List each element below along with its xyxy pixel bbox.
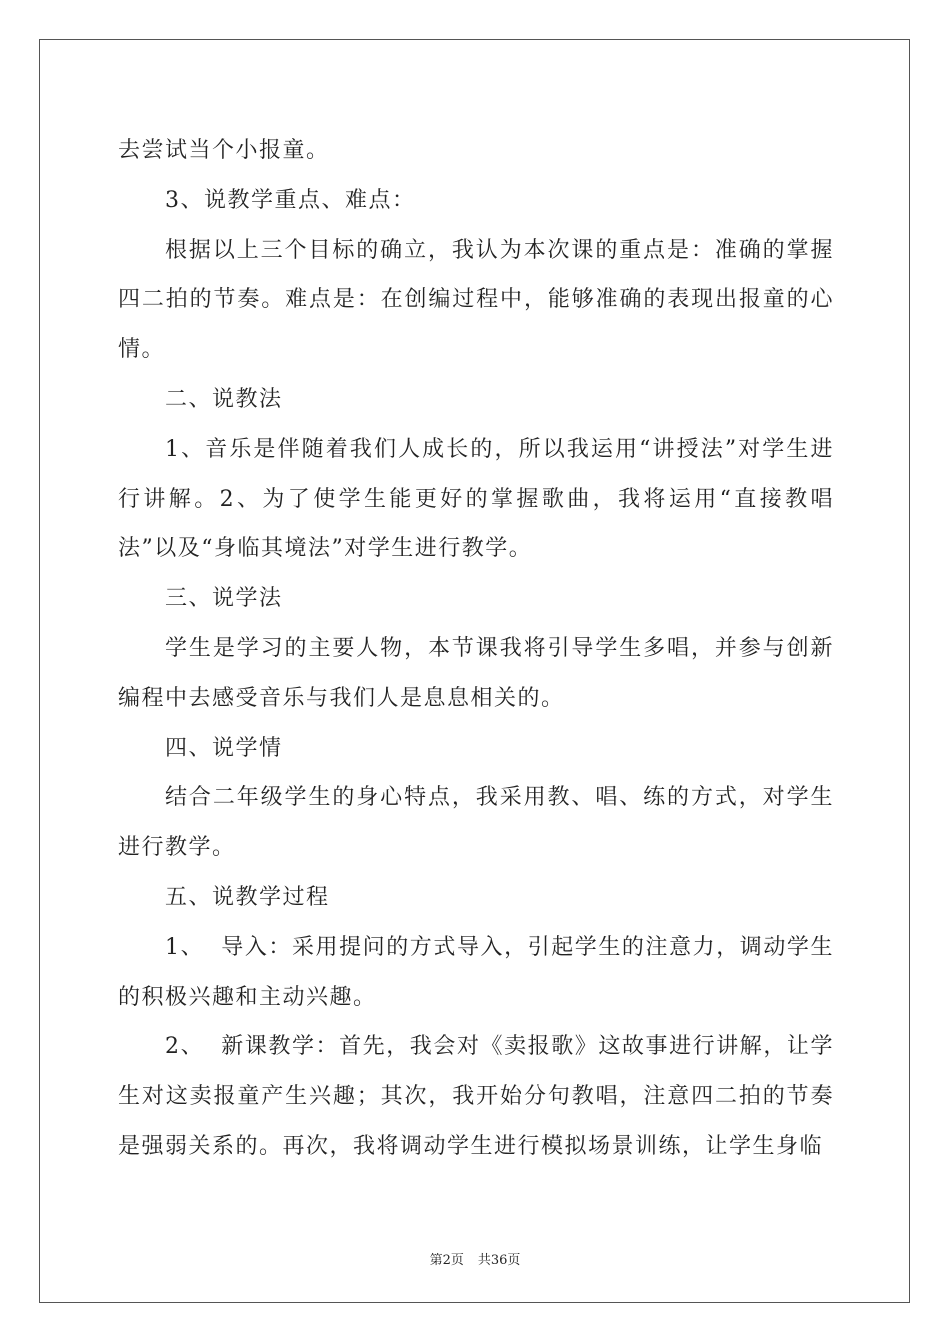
paragraph: 结合二年级学生的身心特点，我采用教、唱、练的方式，对学生进行教学。 [118,785,834,861]
document-body [118,126,834,1172]
section-heading: 五、说教学过程 [165,884,330,910]
paragraph: 1、 导入：采用提问的方式导入，引起学生的注意力，调动学生的积极兴趣和主动兴趣。 [118,934,834,1010]
section-heading: 四、说学情 [165,735,283,761]
paragraph: 学生是学习的主要人物，本节课我将引导学生多唱，并参与创新编程中去感受音乐与我们人是息息相关的。 [118,635,834,711]
section-heading: 二、说教法 [165,386,283,412]
page-number: 第2页 [429,1253,464,1268]
section-heading: 3、说教学重点、难点： [165,187,416,213]
page-total: 共36页 [477,1253,521,1268]
paragraph: 2、 新课教学：首先，我会对《卖报歌》这故事进行讲解，让学生对这卖报童产生兴趣；其次，我开始分句教唱，注意四二拍的节奏是强弱关系的。再次，我将调动学生进行模拟场景训练，让学生身临 [118,1034,834,1159]
section-heading: 三、说学法 [165,586,283,612]
paragraph: 1、音乐是伴随着我们人成长的，所以我运用“讲授法”对学生进行讲解。2、为了使学生能更好的掌握歌曲，我将运用“直接教唱法”以及“身临其境法”对学生进行教学。 [118,436,834,562]
paragraph: 根据以上三个目标的确立，我认为本次课的重点是：准确的掌握四二拍的节奏。难点是：在创编过程中，能够准确的表现出报童的心情。 [118,237,834,363]
page-footer [0,1249,950,1268]
paragraph: 去尝试当个小报童。 [118,138,330,163]
